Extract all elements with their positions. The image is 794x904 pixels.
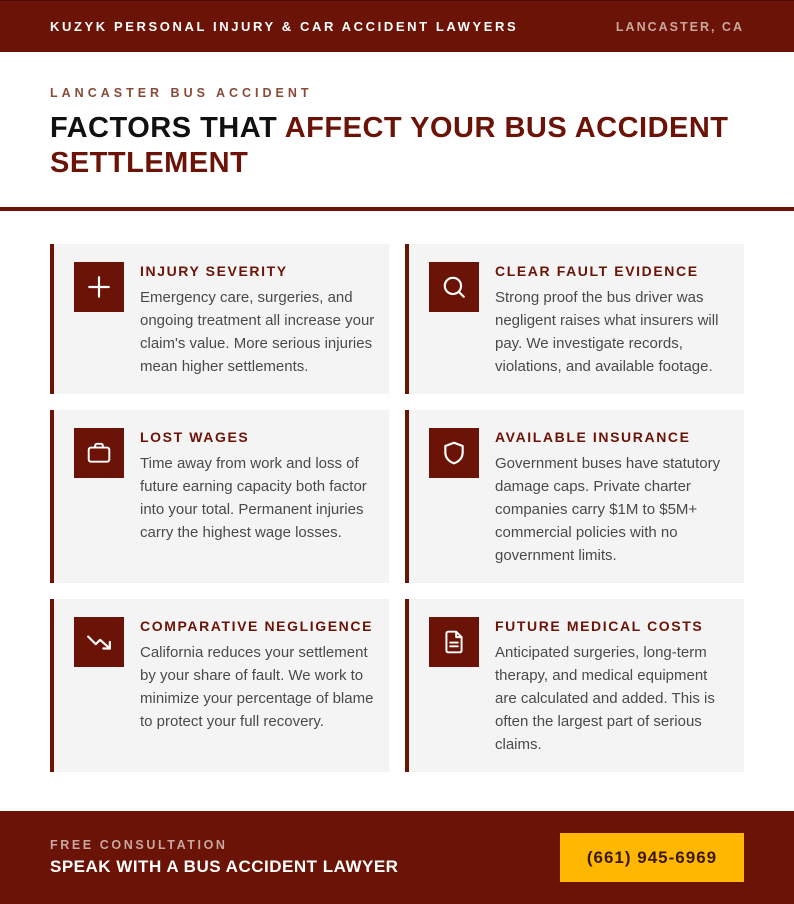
- factor-card-comparative-negligence: [50, 599, 389, 772]
- briefcase-icon: [74, 428, 124, 478]
- factor-card-clear-fault-evidence: [405, 244, 744, 394]
- card-title: FUTURE MEDICAL COSTS: [495, 618, 704, 634]
- page-title: [50, 111, 750, 181]
- trending-down-icon: [74, 617, 124, 667]
- factor-card-available-insurance: [405, 410, 744, 583]
- plus-icon: [74, 262, 124, 312]
- card-text: Anticipated surgeries, long-term therapy, and medical equipment are calculated and added. This is often the largest part of serious claims.: [495, 644, 715, 753]
- call-phone-button[interactable]: (661) 945-6969: [560, 833, 744, 882]
- top-bar: [0, 0, 794, 52]
- card-title: INJURY SEVERITY: [140, 263, 288, 279]
- card-text: Emergency care, surgeries, and ongoing treatment all increase your claim's value. More serious injuries mean higher settlements.: [140, 289, 375, 375]
- card-title: COMPARATIVE NEGLIGENCE: [140, 618, 374, 634]
- cta-footer: [0, 811, 794, 904]
- card-text: Strong proof the bus driver was negligent raises what insurers will pay. We investigate records, violations, and available footage.: [495, 289, 719, 375]
- card-text: Government buses have statutory damage caps. Private charter companies carry $1M to $5M+ commercial policies with no government limits.: [495, 455, 721, 564]
- card-title: LOST WAGES: [140, 429, 250, 445]
- firm-name[interactable]: KUZYK PERSONAL INJURY & CAR ACCIDENT LAWYERS: [50, 19, 519, 34]
- card-text: Time away from work and loss of future earning capacity both factor into your total. Permanent injuries carry the highest wage losses.: [140, 455, 367, 541]
- card-text: California reduces your settlement by your share of fault. We work to minimize your percentage of blame to protect your full recovery.: [140, 644, 374, 730]
- hero-section: [50, 86, 750, 181]
- document-icon: [429, 617, 479, 667]
- card-title: CLEAR FAULT EVIDENCE: [495, 263, 699, 279]
- factor-card-lost-wages: [50, 410, 389, 583]
- search-icon: [429, 262, 479, 312]
- location-label: LANCASTER, CA: [615, 19, 744, 34]
- factor-card-future-medical-costs: [405, 599, 744, 772]
- factor-card-injury-severity: [50, 244, 389, 394]
- cta-title: SPEAK WITH A BUS ACCIDENT LAWYER: [50, 857, 399, 876]
- section-divider: [0, 207, 794, 211]
- shield-icon: [429, 428, 479, 478]
- card-title: AVAILABLE INSURANCE: [495, 429, 691, 445]
- title-plain: FACTORS THAT: [50, 112, 285, 144]
- cta-eyebrow: FREE CONSULTATION: [50, 838, 228, 852]
- title-accent: AFFECT YOUR BUS ACCIDENT SETTLEMENT: [50, 112, 729, 179]
- hero-eyebrow: LANCASTER BUS ACCIDENT: [50, 86, 313, 100]
